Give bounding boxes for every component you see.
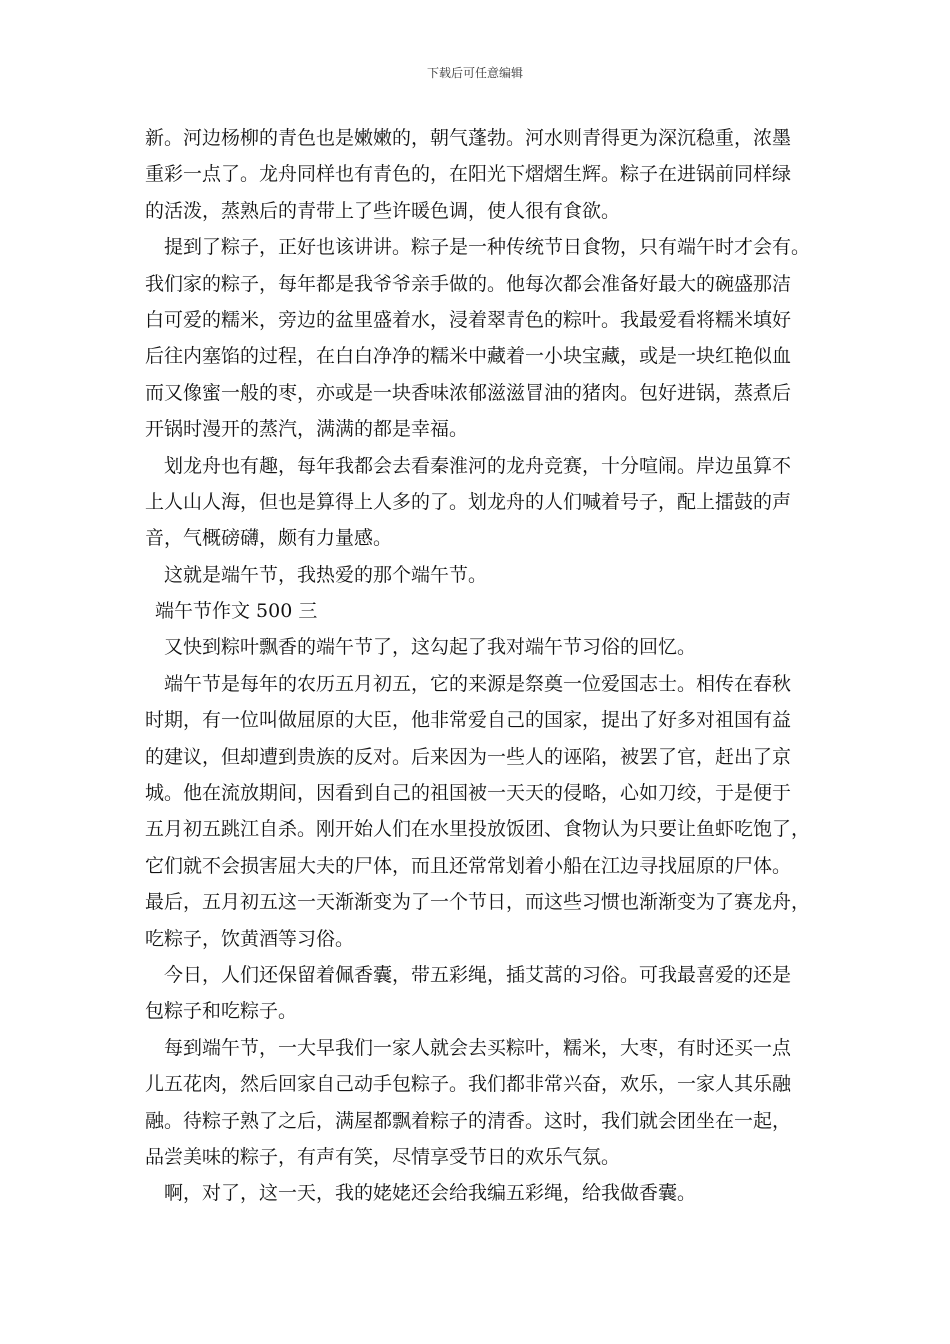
text-line: 新。河边杨柳的青色也是嫩嫩的，朝气蓬勃。河水则青得更为深沉稳重，浓墨 [145, 127, 792, 149]
text-line: 又快到粽叶飘香的端午节了，这勾起了我对端午节习俗的回忆。 [164, 636, 697, 659]
text-line: 最后，五月初五这一天渐渐变为了一个节日，而这些习惯也渐渐变为了赛龙舟， [145, 891, 811, 914]
page-header: 下载后可任意编辑 [426, 66, 523, 80]
paragraph [145, 957, 813, 1030]
text-line: 后往内塞馅的过程，在白白净净的糯米中藏着一小块宝藏，或是一块红艳似血 [145, 345, 792, 368]
text-line: 品尝美味的粽子，有声有笑，尽情享受节日的欢乐气氛。 [145, 1145, 621, 1168]
paragraph [145, 629, 813, 665]
heading-text: 端午节作文 500 三 [155, 600, 318, 623]
text-line: 白可爱的糯米，旁边的盆里盛着水，浸着翠青色的粽叶。我最爱看将糯米填好 [145, 308, 792, 331]
paragraph [145, 1030, 813, 1176]
paragraph [145, 1175, 813, 1211]
paragraph [145, 448, 813, 557]
text-line: 今日，人们还保留着佩香囊，带五彩绳，插艾蒿的习俗。可我最喜爱的还是 [164, 963, 792, 986]
paragraph [145, 666, 813, 957]
text-line: 时期，有一位叫做屈原的大臣，他非常爱自己的国家，提出了好多对祖国有益 [145, 709, 792, 732]
text-line: 融。待粽子熟了之后，满屋都飘着粽子的清香。这时，我们就会团坐在一起， [145, 1109, 792, 1132]
section-heading [145, 593, 813, 629]
text-line: 提到了粽子，正好也该讲讲。粽子是一种传统节日食物，只有端午时才会有。 [164, 236, 811, 259]
text-line: 上人山人海，但也是算得上人多的了。划龙舟的人们喊着号子，配上擂鼓的声 [145, 490, 792, 513]
text-line: 音，气概磅礴，颇有力量感。 [145, 527, 393, 550]
text-line: 它们就不会损害屈大夫的尸体，而且还常常划着小船在江边寻找屈原的尸体。 [145, 854, 792, 877]
text-line: 划龙舟也有趣，每年我都会去看秦淮河的龙舟竞赛，十分喧闹。岸边虽算不 [164, 454, 792, 477]
text-line: 五月初五跳江自杀。刚开始人们在水里投放饭团、食物认为只要让鱼虾吃饱了， [145, 818, 811, 841]
text-line: 这就是端午节，我热爱的那个端午节。 [164, 563, 488, 586]
text-line: 的建议，但却遭到贵族的反对。后来因为一些人的诬陷，被罢了官，赶出了京 [145, 745, 792, 768]
paragraph [145, 120, 813, 229]
document-body [145, 120, 813, 1212]
text-line: 儿五花肉，然后回家自己动手包粽子。我们都非常兴奋，欢乐，一家人其乐融 [145, 1073, 792, 1096]
text-line: 端午节是每年的农历五月初五，它的来源是祭奠一位爱国志士。相传在春秋 [164, 672, 792, 695]
text-line: 包粽子和吃粽子。 [145, 1000, 298, 1023]
paragraph [145, 229, 813, 447]
text-line: 而又像蜜一般的枣，亦或是一块香味浓郁滋滋冒油的猪肉。包好进锅，蒸煮后 [145, 381, 792, 404]
text-line: 啊，对了，这一天，我的姥姥还会给我编五彩绳，给我做香囊。 [164, 1182, 697, 1205]
text-line: 城。他在流放期间，因看到自己的祖国被一天天的侵略，心如刀绞，于是便于 [145, 782, 792, 805]
text-line: 吃粽子，饮黄酒等习俗。 [145, 927, 355, 950]
paragraph [145, 557, 813, 593]
text-line: 我们家的粽子，每年都是我爷爷亲手做的。他每次都会准备好最大的碗盛那洁 [145, 272, 792, 295]
text-line: 重彩一点了。龙舟同样也有青色的，在阳光下熠熠生辉。粽子在进锅前同样绿 [145, 163, 792, 186]
text-line: 每到端午节，一大早我们一家人就会去买粽叶，糯米，大枣，有时还买一点 [164, 1036, 792, 1059]
text-line: 的活泼，蒸熟后的青带上了些许暖色调，使人很有食欲。 [145, 199, 621, 222]
text-line: 开锅时漫开的蒸汽，满满的都是幸福。 [145, 418, 469, 441]
